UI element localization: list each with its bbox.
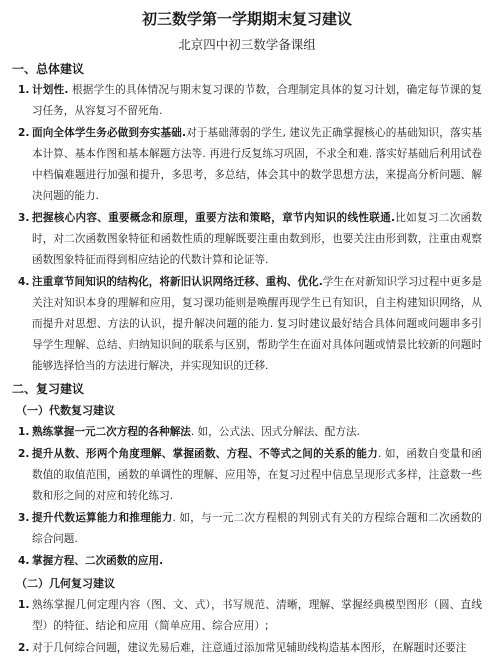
item-number: 3.	[18, 512, 30, 524]
item-number: 3.	[18, 212, 30, 224]
list-item	[14, 595, 482, 637]
list-item	[14, 551, 482, 572]
list-item	[14, 422, 482, 443]
item-number: 1.	[18, 599, 30, 611]
item-lead: 计划性.	[32, 84, 69, 96]
item-text: . 如，与一元二次方程根的判别式有关的方程综合题和二次函数的综合问题.	[32, 512, 482, 545]
item-number: 1.	[18, 426, 30, 438]
section-heading-overall: 一、总体建议	[12, 62, 85, 76]
item-text: 对于基础薄弱的学生, 建议先正确掌握核心的基础知识，落实基本计算、基本作图和基本解题方法等. 再进行反复练习巩固，不求全和难. 落实好基础后利用试卷中档偏难题进行加强和提升，多思考，多总结，体会其中的数学思想方法，来提高分析问题、解决问题的能力.	[32, 127, 482, 202]
section-heading-review: 二、复习建议	[12, 382, 85, 396]
item-number: 2.	[18, 127, 30, 139]
item-lead: 把握核心内容、重要概念和原理，重要方法和策略，章节内知识的线性联通.	[32, 212, 395, 224]
item-lead: 注重章节间知识的结构化，将新旧认识网络迁移、重构、优化.	[32, 276, 323, 288]
item-lead: 面向全体学生务必做到夯实基础.	[32, 127, 186, 139]
item-text: . 如，函数自变量和函数值的取值范围，函数的单调性的理解、应用等，在复习过程中信息呈现形式多样，注意数一些数和形之间的对应和转化练习.	[32, 448, 483, 502]
item-lead: 提升从数、形两个角度理解、掌握函数、方程、不等式之间的关系的能力	[32, 448, 378, 460]
list-item	[14, 508, 482, 550]
item-text: 对于几何综合问题，建议先易后难，注意通过添加常见辅助线构造基本图形，在解题时还要注	[32, 642, 467, 654]
item-lead: 熟练掌握一元二次方程的各种解法	[32, 426, 191, 438]
list-item	[14, 444, 482, 507]
item-text: 比如复习二次函数时，对二次函数图象特征和函数性质的理解既要注重由数到形，也要关注由形到数，注重由观察函数图象特征而得到相应结论的代数计算和论证等.	[32, 212, 483, 266]
document-title: 初三数学第一学期期末复习建议	[141, 10, 352, 28]
subsection-heading-algebra: （一）代数复习建议	[16, 404, 115, 417]
item-lead: 提升代数运算能力和推理能力	[32, 512, 173, 524]
item-text: 学生在对新知识学习过程中更多是关注对知识本身的理解和应用，复习课功能则是唤醒再现学生已有知识，自主构建知识网络，从而提升对思想、方法的认识，提升解决问题的能力. 复习时建议最好结合具体问题或问题串多引导学生理解、总结、归纳知识间的联系与区别，帮助学生在面对具体问题或情景比较新的问题时能够选择恰当的方法进行解决，并实现知识的迁移.	[32, 276, 482, 372]
item-number: 4.	[18, 555, 30, 567]
list-item	[14, 123, 482, 207]
list-item	[14, 272, 482, 377]
item-lead: 掌握方程、二次函数的应用.	[32, 555, 164, 567]
item-number: 2.	[18, 448, 30, 460]
item-number: 4.	[18, 276, 30, 288]
list-item	[14, 638, 482, 659]
list-item	[14, 208, 482, 271]
item-text: . 如，公式法、因式分解法、配方法.	[190, 426, 360, 438]
item-number: 1.	[18, 84, 30, 96]
item-text: 根据学生的具体情况与期末复习课的节数，合理制定具体的复习计划，确定每节课的复习任务，从容复习不留死角.	[32, 84, 482, 117]
subsection-heading-geometry: （二）几何复习建议	[16, 577, 115, 590]
document-subtitle: 北京四中初三数学备课组	[178, 37, 316, 52]
item-number: 2.	[18, 642, 30, 654]
list-item	[14, 80, 482, 122]
item-text: 熟练掌握几何定理内容（图、文、式），书写规范、清晰，理解、掌握经典模型图形（圆、直线型）的特征、结论和应用（简单应用、综合应用）;	[32, 599, 482, 632]
